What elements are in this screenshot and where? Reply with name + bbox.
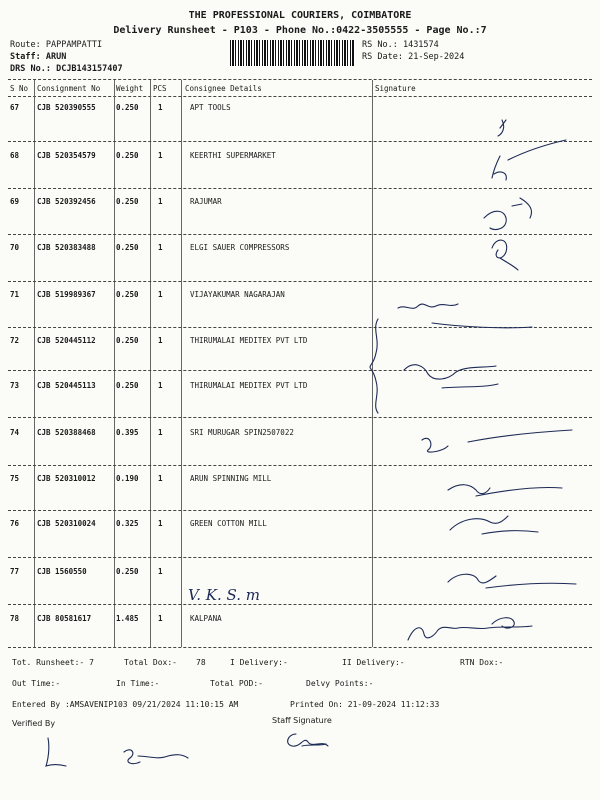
col-divider [181, 80, 182, 647]
in-time: In Time:- [116, 679, 160, 688]
col-consignee: Consignee Details [185, 84, 262, 93]
row-weight: 0.250 [116, 567, 139, 576]
row-consignee: KALPANA [190, 614, 222, 623]
row-consignment: CJB 520445113 [37, 381, 96, 390]
brace-mark [368, 315, 382, 415]
row-pcs: 1 [158, 103, 163, 112]
signature-mark [398, 304, 532, 328]
row-pcs: 1 [158, 614, 163, 623]
out-time: Out Time:- [12, 679, 61, 688]
signature-mark [408, 626, 532, 640]
row-sno: 69 [10, 197, 20, 206]
signature-mark [46, 738, 66, 766]
drs-label: DRS No.: [10, 64, 51, 74]
rs-no-value: 1431574 [402, 40, 439, 50]
table-top-rule [8, 79, 592, 80]
row-weight: 0.250 [116, 290, 139, 299]
delvy-points: Delvy Points:- [306, 679, 374, 688]
staff-label: Staff: [10, 52, 41, 62]
entered-by: Entered By :AMSAVENIP103 09/21/2024 11:10:15 AM [12, 700, 239, 709]
row-sno: 71 [10, 290, 20, 299]
row-consignment: CJB 519989367 [37, 290, 96, 299]
row-consignment: CJB 520310024 [37, 519, 96, 528]
signature-mark [288, 734, 328, 746]
row-consignment: CJB 520310012 [37, 474, 96, 483]
row-sno: 73 [10, 381, 20, 390]
row-weight: 0.250 [116, 103, 139, 112]
row-weight: 0.250 [116, 197, 139, 206]
row-weight: 0.395 [116, 428, 139, 437]
row-pcs: 1 [158, 381, 163, 390]
staff-signature-label: Staff Signature [272, 716, 332, 725]
row-consignee: SRI MURUGAR SPIN2507022 [190, 428, 294, 437]
col-consignment: Consignment No [37, 84, 101, 93]
runsheet-subtitle: Delivery Runsheet - P103 - Phone No.:0422-3505555 - Page No.:7 [113, 25, 487, 36]
row-consignment: CJB 520383488 [37, 243, 96, 252]
signature-mark [484, 198, 532, 230]
footer-signatures [20, 728, 350, 788]
row-consignee: VIJAYAKUMAR NAGARAJAN [190, 290, 285, 299]
drs-line [10, 64, 123, 74]
row-sno: 78 [10, 614, 20, 623]
row-sno: 75 [10, 474, 20, 483]
row-weight: 0.250 [116, 381, 139, 390]
printed-on: Printed On: 21-09-2024 11:12:33 [290, 700, 440, 709]
verified-by: Verified By [12, 719, 56, 728]
col-sno: S No [10, 84, 29, 93]
row-consignment: CJB 80581617 [37, 614, 92, 623]
drs-value: DCJB143157407 [56, 64, 123, 74]
signature-mark [450, 516, 538, 534]
row-sno: 72 [10, 336, 20, 345]
row-consignee: ELGI SAUER COMPRESSORS [190, 243, 290, 252]
handwritten-note: V. K. S. m [188, 586, 260, 604]
row-consignment: CJB 520390555 [37, 103, 96, 112]
signature-mark [492, 240, 518, 270]
row-pcs: 1 [158, 519, 163, 528]
row-consignment: CJB 520354579 [37, 151, 96, 160]
row-pcs: 1 [158, 151, 163, 160]
row-weight: 0.250 [116, 243, 139, 252]
row-consignee: THIRUMALAI MEDITEX PVT LTD [190, 381, 308, 390]
col-pcs: PCS [153, 84, 167, 93]
staff-line [10, 52, 66, 62]
signature-mark [422, 430, 572, 452]
col-divider [34, 80, 35, 647]
row-sno: 68 [10, 151, 20, 160]
route-label: Route: [10, 40, 41, 50]
row-pcs: 1 [158, 428, 163, 437]
row-consignee: THIRUMALAI MEDITEX PVT LTD [190, 336, 308, 345]
rtn-dox: RTN Dox:- [460, 658, 504, 667]
row-weight: 0.250 [116, 336, 139, 345]
row-pcs: 1 [158, 243, 163, 252]
route-line [10, 40, 102, 50]
table-header-rule [8, 96, 592, 97]
ii-delivery: II Delivery:- [342, 658, 405, 667]
signature-mark [370, 319, 378, 413]
signature-mark [448, 485, 562, 496]
row-sno: 70 [10, 243, 20, 252]
col-divider [114, 80, 115, 647]
i-delivery: I Delivery:- [230, 658, 288, 667]
rs-no-label: RS No.: [362, 40, 398, 50]
row-weight: 0.250 [116, 151, 139, 160]
rs-no-line [362, 40, 439, 50]
signature-row78 [372, 612, 598, 648]
company-name: THE PROFESSIONAL COURIERS, COIMBATORE [188, 10, 412, 21]
rs-date-value: 21-Sep-2024 [408, 52, 465, 62]
total-dox-value: 78 [196, 658, 206, 667]
row-sno: 74 [10, 428, 20, 437]
row-sno: 67 [10, 103, 20, 112]
rs-date-label: RS Date: [362, 52, 403, 62]
row-consignee: ARUN SPINNING MILL [190, 474, 272, 483]
row-consignee: APT TOOLS [190, 103, 231, 112]
row-weight: 0.190 [116, 474, 139, 483]
total-dox-label: Total Dox:- [124, 658, 177, 667]
row-consignee: KEERTHI SUPERMARKET [190, 151, 276, 160]
row-sno: 76 [10, 519, 20, 528]
barcode-icon [230, 40, 355, 66]
col-divider [150, 80, 151, 647]
row-weight: 1.485 [116, 614, 139, 623]
row-consignment: CJB 520388468 [37, 428, 96, 437]
col-weight: Weight [116, 84, 144, 93]
row-consignee: GREEN COTTON MILL [190, 519, 267, 528]
row-pcs: 1 [158, 197, 163, 206]
signature-mark [492, 140, 566, 180]
signature-mark [498, 120, 506, 136]
signature-marks [372, 98, 598, 648]
total-pod: Total POD:- [210, 679, 263, 688]
staff-value: ARUN [45, 52, 67, 62]
signature-mark [124, 750, 188, 764]
row-pcs: 1 [158, 567, 163, 576]
signature-mark [448, 574, 576, 588]
row-pcs: 1 [158, 336, 163, 345]
route-value: PAPPAMPATTI [45, 40, 103, 50]
row-weight: 0.325 [116, 519, 139, 528]
signature-mark [404, 365, 498, 388]
row-consignment: CJB 520392456 [37, 197, 96, 206]
table-header [8, 84, 592, 94]
row-consignment: CJB 520445112 [37, 336, 96, 345]
rs-date-line [362, 52, 464, 62]
col-signature: Signature [375, 84, 416, 93]
tot-runsheet: Tot. Runsheet:- 7 [12, 658, 94, 667]
row-pcs: 1 [158, 290, 163, 299]
row-pcs: 1 [158, 474, 163, 483]
row-consignee: RAJUMAR [190, 197, 222, 206]
row-sno: 77 [10, 567, 20, 576]
row-consignment: CJB 1560550 [37, 567, 87, 576]
